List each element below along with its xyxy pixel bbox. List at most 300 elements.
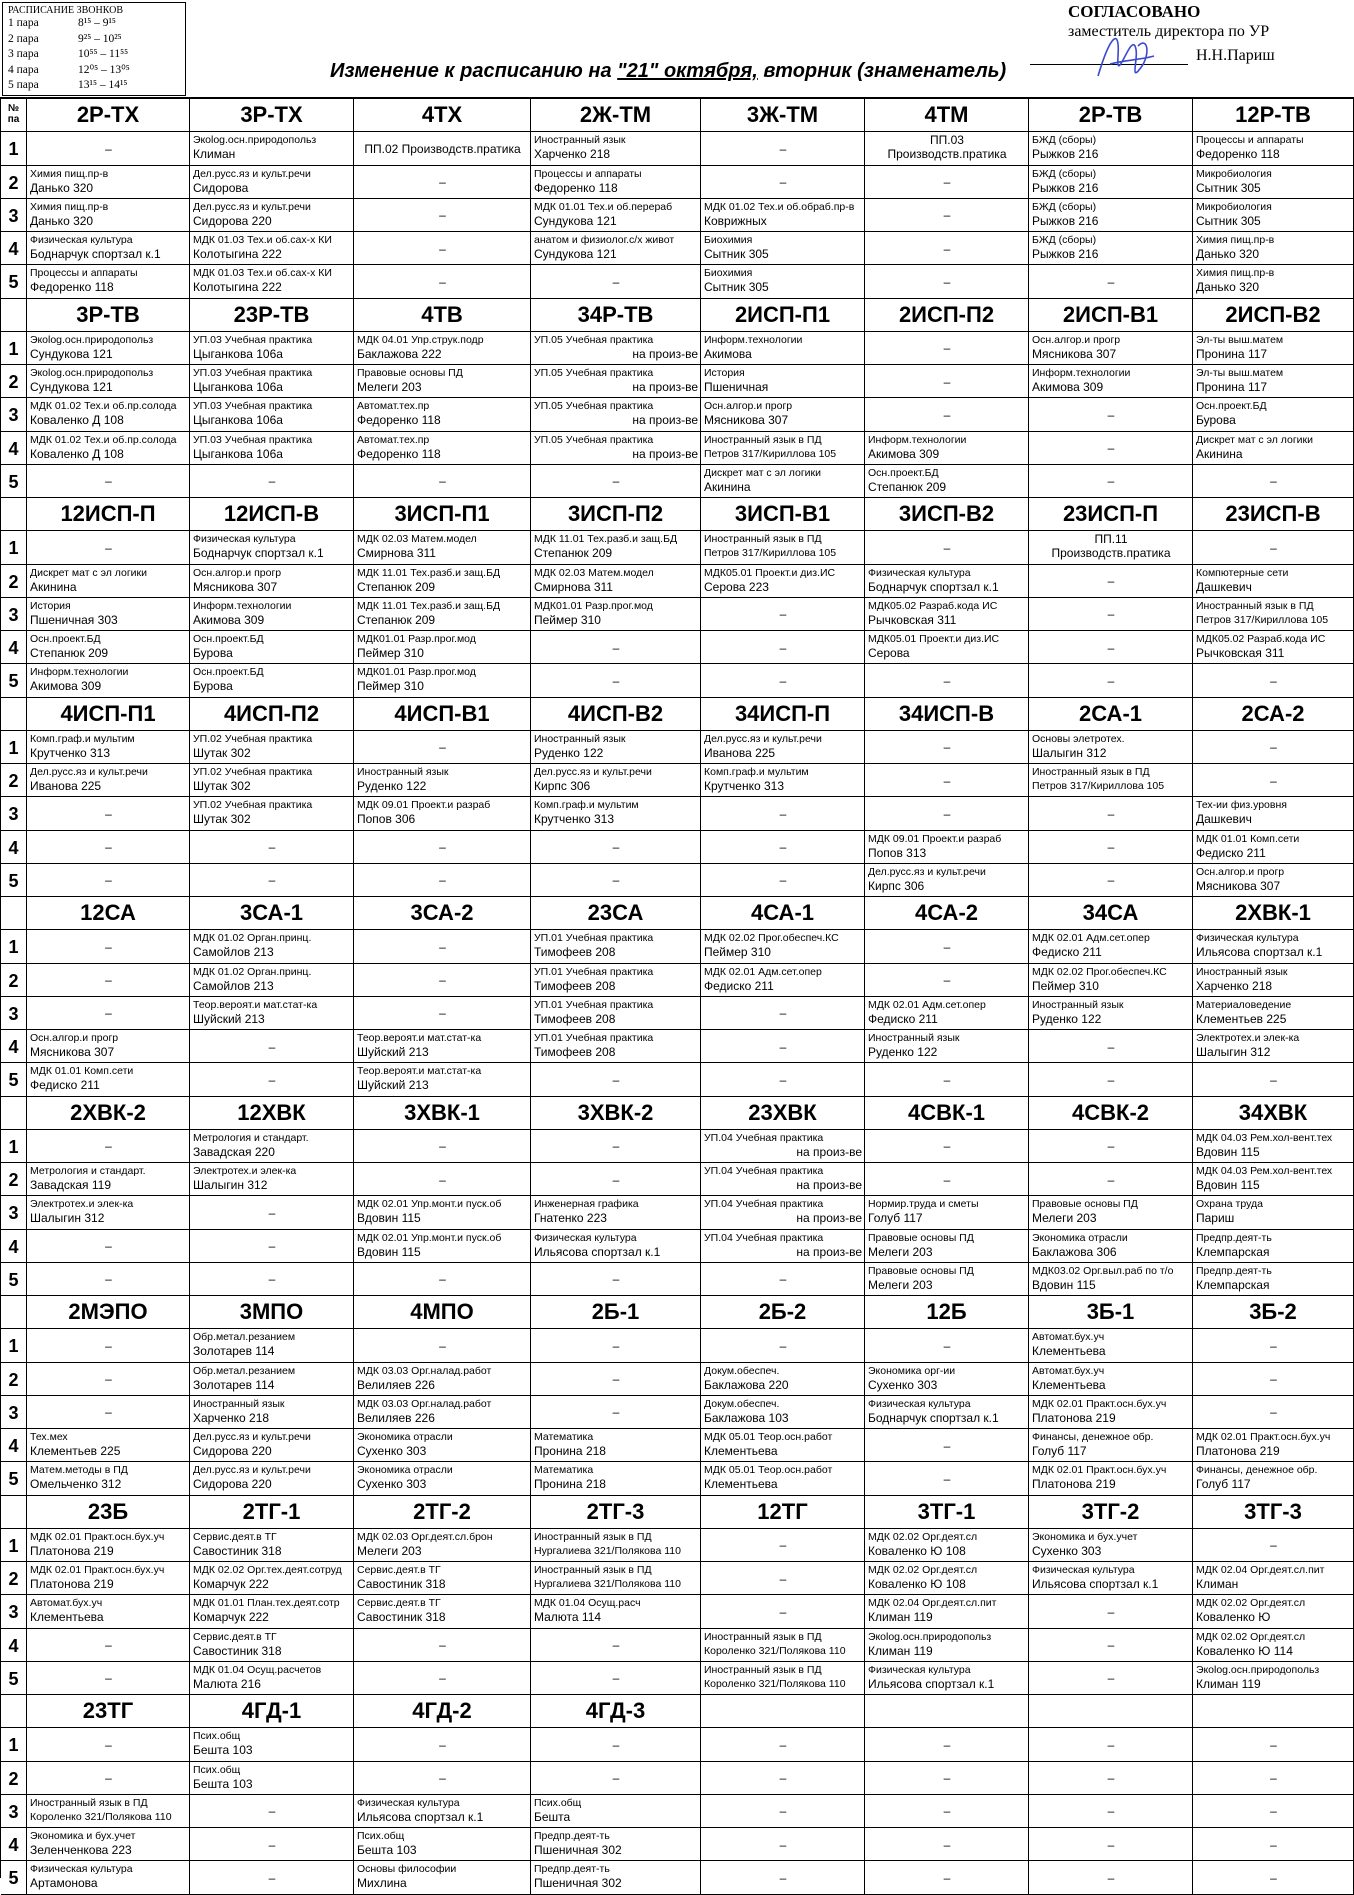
teacher-room: Колотыгина 222 [193,247,282,261]
teacher-room: Сытник 305 [704,247,769,261]
teacher-room: Федиско 211 [704,978,774,993]
group-header: 2ХВК-1 [1193,897,1354,930]
teacher-room: Платонова 219 [30,1543,114,1558]
schedule-cell [531,332,701,366]
schedule-cell [531,432,701,465]
teacher-room: Акинина [704,479,751,494]
schedule-cell [190,1562,354,1595]
subject: Инженерная графика [534,1198,639,1210]
schedule-cell [701,1196,865,1230]
subject: Информ.технологии [868,433,967,446]
schedule-cell [531,1462,701,1496]
teacher-room: Вдовин 115 [1032,1277,1096,1292]
pair-number: 5 [1,465,27,499]
subject: Электротех.и элек-ка [193,1165,297,1177]
teacher-room: Клементьева [704,1477,778,1491]
teacher-room: Сидорова 220 [193,1477,272,1491]
teacher-room: Завадская 220 [193,1144,275,1159]
subject: Охрана труда [1196,1198,1263,1210]
schedule-cell [354,631,531,664]
teacher-room: Петров 317/Кириллова 105 [1032,780,1165,792]
schedule-cell [531,1196,701,1230]
teacher-room: Ильясова спортзал к.1 [1196,945,1323,959]
pair-number: 1 [1,1130,27,1164]
schedule-cell [701,1130,865,1164]
teacher-room: Коваленко Ю 114 [1196,1643,1293,1658]
schedule-cell: – [865,232,1029,265]
subject: Микробиология [1196,167,1272,180]
schedule-cell [1193,232,1354,265]
teacher-room: Акимова 309 [30,679,102,693]
schedule-cell [190,1163,354,1196]
teacher-room: Короленко 321/Полякова 110 [704,1644,846,1657]
schedule-cell [1029,1263,1193,1297]
teacher-room: Кирпс 306 [534,779,591,793]
pair-number: 5 [1,664,27,698]
schedule-cell [531,1595,701,1629]
schedule-cell [701,1363,865,1396]
approval-name: Н.Н.Париш [1196,47,1275,64]
teacher-room: Коваленко Ю 108 [868,1543,966,1558]
schedule-cell [531,731,701,765]
teacher-room: Шалыгин 312 [30,1211,105,1225]
schedule-cell [531,531,701,565]
subject: Обр.метал.резанием [193,1364,296,1377]
teacher-room: Самойлов 213 [193,945,274,959]
teacher-room: Ильясова спортзал к.1 [534,1244,661,1259]
subject: Сервис.деят.в ТГ [357,1564,441,1576]
subject: Иностранный язык в ПД [704,533,822,545]
subject: Предпр.деят-ть [1196,1231,1272,1244]
subject: Осн.алгор.и прогр [704,400,793,412]
subject: УП.01 Учебная практика [534,998,654,1011]
schedule-cell [865,1263,1029,1297]
subject: МДК 01.03 Тех.и об.сах-х КИ [193,267,332,279]
teacher-room: Шутак 302 [193,812,251,826]
pair-number: 3 [1,797,27,831]
teacher-room: Рыжков 216 [1032,247,1099,261]
group-header: 2Р-ТВ [1029,99,1193,132]
teacher-room: Короленко 321/Полякова 110 [30,1810,172,1823]
teacher-room: Сидорова [193,180,249,195]
schedule-cell: – [1193,1396,1354,1430]
pair-number-header [1,1496,27,1529]
teacher-room: Баклажова 103 [704,1410,789,1425]
teacher-room: Ильясова спортзал к.1 [357,1809,484,1824]
group-header: 34ХВК [1193,1097,1354,1130]
group-header: 23ХВК [701,1097,865,1130]
schedule-cell: – [354,199,531,233]
teacher-room: Коваленко Д 108 [30,446,124,461]
schedule-cell [1029,1396,1193,1430]
subject: МДК 02.02 Прог.обеспеч.КС [1032,965,1167,978]
subject: МДК 01.04 Осущ.расчетов [193,1663,322,1676]
teacher-room: Артамонова [30,1876,98,1890]
schedule-cell: – [531,1163,701,1196]
pair-number: 1 [1,132,27,166]
subject: Предпр.деят-ть [1196,1264,1272,1277]
schedule-cell: – [701,598,865,632]
teacher-room: Шалыгин 312 [1032,745,1107,760]
schedule-cell [1029,731,1193,765]
subject: МДК03.02 Орг.выл.раб по т/о [1032,1264,1174,1277]
schedule-cell [190,265,354,299]
schedule-cell [1029,232,1193,265]
group-header: 23ИСП-П [1029,498,1193,531]
schedule-cell: – [1029,1662,1193,1696]
group-header: 3СА-2 [354,897,531,930]
schedule-cell [1193,1263,1354,1297]
subject: Электротех.и элек-ка [30,1198,134,1210]
schedule-cell [190,1363,354,1396]
schedule-cell [701,1230,865,1263]
schedule-cell [1193,1595,1354,1629]
schedule-cell: – [701,1329,865,1363]
subject: Информ.технологии [704,333,803,346]
schedule-cell: – [1029,831,1193,864]
teacher-room: Платонова 219 [30,1577,114,1591]
group-header: 2Р-ТХ [27,99,190,132]
teacher-room: Коваленко Ю [1196,1610,1271,1624]
subject: Микробиология [1196,200,1272,213]
pair-number: 2 [1,964,27,997]
teacher-room: Харченко 218 [193,1410,270,1425]
pair-number: 3 [1,1595,27,1629]
schedule-cell: – [27,1762,190,1795]
schedule-cell [27,332,190,366]
schedule-cell [354,1795,531,1829]
subject: МДК 01.04 Осущ.расч [534,1597,641,1609]
schedule-cell [701,1396,865,1430]
schedule-cell: – [27,864,190,898]
group-header: 3МПО [190,1296,354,1329]
schedule-cell [701,332,865,366]
subject: Осн.проект.БД [193,666,264,678]
teacher-room: Пеймер 310 [704,945,771,959]
subject: УП.03 Учебная практика [193,400,313,412]
subject: Сервис.деят.в ТГ [193,1630,277,1643]
schedule-cell [354,664,531,698]
schedule-cell [1193,997,1354,1031]
subject: Финансы, денежное обр. [1032,1431,1154,1443]
teacher-room: Сидорова 220 [193,213,272,228]
teacher-room: Рычковская 311 [868,612,957,627]
subject: Экolog.осн.природопольз [1196,1663,1320,1676]
schedule-cell: – [354,166,531,199]
pair-number-header [1,1097,27,1130]
teacher-room: Пшеничная [704,380,769,394]
schedule-cell [27,232,190,265]
schedule-cell: – [865,964,1029,997]
schedule-cell [865,1595,1029,1629]
subject: Химия пищ.пр-в [1196,267,1275,279]
teacher-room: Производств.пратика [887,147,1007,161]
group-header: 2Б-1 [531,1296,701,1329]
schedule-cell: – [865,365,1029,398]
bell-time: 12⁰⁵ – 13⁰⁵ [78,63,130,76]
schedule-cell [354,1828,531,1861]
schedule-cell [1193,1196,1354,1230]
teacher-room: Федоренко 118 [534,180,618,195]
schedule-cell: – [531,1363,701,1396]
teacher-room: Производств.пратика [1051,546,1171,560]
schedule-cell: – [865,265,1029,299]
subject: МДК 02.02 Орг.тех.деят.сотруд [193,1564,342,1576]
subject: Основы элетротех. [1032,732,1125,745]
group-header: 4ИСП-П2 [190,698,354,731]
subject: МДК05.01 Проект.и диз.ИС [868,633,1000,645]
subject: Информ.технологии [1032,367,1131,379]
schedule-cell [190,398,354,432]
schedule-cell: – [1193,1861,1354,1895]
schedule-cell: – [701,1063,865,1097]
subject: МДК 02.02 Прог.обеспеч.КС [704,932,839,944]
schedule-cell: – [27,1728,190,1762]
schedule-cell [701,1462,865,1496]
schedule-cell: – [865,664,1029,698]
subject: УП.05 Учебная практика [534,433,654,446]
group-header [865,1695,1029,1728]
subject: Иностранный язык в ПД [1196,599,1314,612]
schedule-cell [865,1030,1029,1063]
schedule-cell [27,1462,190,1496]
schedule-cell [354,1230,531,1263]
schedule-cell: – [354,1728,531,1762]
pair-number: 4 [1,1429,27,1462]
schedule-cell: – [27,997,190,1031]
subject: Псих.общ [193,1730,241,1742]
schedule-cell [27,764,190,797]
schedule-cell: – [701,1030,865,1063]
subject: Информ.технологии [193,599,292,612]
schedule-cell [1029,1562,1193,1595]
teacher-room: на произ-ве [796,1211,862,1225]
schedule-cell: – [1029,265,1193,299]
subject: Электротех.и элек-ка [1196,1032,1300,1044]
schedule-cell: – [531,1728,701,1762]
subject: Автомат.тех.пр [357,400,430,412]
pair-number: 4 [1,432,27,465]
subject: Математика [534,1464,594,1476]
subject: УП.01 Учебная практика [534,1032,654,1044]
subject: Теор.вероят.и мат.стат-ка [357,1065,482,1077]
subject: Физическая культура [868,1663,971,1676]
teacher-room: Бешта 103 [193,1743,253,1757]
subject: Дел.русс.яз и культ.речи [534,766,652,778]
group-header: 2МЭПО [27,1296,190,1329]
subject: Эл-ты выш.матем [1196,367,1284,379]
schedule-cell [701,930,865,964]
subject: Экономика отрасли [357,1431,453,1443]
subject: УП.01 Учебная практика [534,965,654,978]
schedule-cell: – [1193,731,1354,765]
schedule-cell [1029,365,1193,398]
schedule-cell: – [531,664,701,698]
subject: Финансы, денежное обр. [1196,1464,1318,1476]
schedule-cell: – [354,265,531,299]
schedule-cell [531,132,701,166]
teacher-room: Данько 320 [30,213,94,228]
subject: Эл-ты выш.матем [1196,333,1284,346]
group-header: 12ТГ [701,1496,865,1529]
schedule-cell: – [865,930,1029,964]
subject: Дискрет мат с эл логики [30,566,148,579]
schedule-cell [701,1662,865,1696]
schedule-cell [27,1828,190,1861]
teacher-room: Савостиник 318 [193,1543,282,1558]
subject: МДК 05.01 Теор.осн.работ [704,1431,833,1443]
subject: УП.04 Учебная практика [704,1165,824,1177]
schedule-cell [701,1629,865,1662]
subject: УП.05 Учебная практика [534,367,654,379]
subject: Дел.русс.яз и культ.речи [193,1464,311,1476]
subject: Псих.общ [357,1830,405,1842]
schedule-cell [531,797,701,831]
teacher-room: Баклажова 220 [704,1377,789,1392]
schedule-cell: – [865,797,1029,831]
teacher-room: Тимофеев 208 [534,1045,616,1059]
teacher-room: Париш [1196,1211,1235,1225]
teacher-room: Клементьева [1032,1377,1106,1392]
pair-number: 1 [1,731,27,765]
subject: МДК 02.01 Упр.монт.и пуск.об [357,1231,502,1244]
teacher-room: Сухенко 303 [868,1377,938,1392]
subject: УП.02 Учебная практика [193,766,313,778]
schedule-cell: – [1029,1595,1193,1629]
schedule-cell: – [354,1629,531,1662]
teacher-room: Данько 320 [30,180,94,195]
schedule-cell [701,964,865,997]
teacher-room: Шуйский 213 [193,1011,265,1026]
schedule-cell [27,432,190,465]
schedule-cell [190,1529,354,1563]
schedule-cell [190,1329,354,1363]
bell-pair: 4 пара [8,63,39,76]
teacher-room: на произ-ве [796,1144,862,1159]
schedule-cell [190,664,354,698]
schedule-cell: – [354,731,531,765]
group-header: 34Р-ТВ [531,299,701,332]
subject: МДК 01.01 Тех.и об.перераб [534,200,673,213]
schedule-cell: – [1193,664,1354,698]
schedule-cell [354,398,531,432]
schedule-cell [1193,1462,1354,1496]
schedule-cell [1029,132,1193,166]
schedule-cell: ПП.02 Производств.пратика [354,132,531,166]
teacher-room: Шуйский 213 [357,1045,429,1059]
subject: МДК 02.02 Орг.деят.сл [868,1530,978,1543]
schedule-cell: – [701,631,865,664]
subject: МДК 02.03 Матем.модел [357,533,477,545]
teacher-room: Цыганкова 106а [193,346,283,361]
teacher-room: Колотыгина 222 [193,280,282,294]
bell-pair: 3 пара [8,48,39,60]
subject: Физическая культура [30,1863,133,1875]
schedule-cell: – [1193,1728,1354,1762]
schedule-cell: – [531,1263,701,1297]
teacher-room: Боднарчук спортзал к.1 [868,1410,999,1425]
subject: Комп.граф.и мультим [30,732,135,745]
schedule-cell: – [1029,1130,1193,1164]
subject: Дел.русс.яз и культ.речи [868,865,986,878]
schedule-cell: – [865,531,1029,565]
schedule-cell [27,1163,190,1196]
bell-time: 8¹⁵ – 9¹⁵ [78,17,116,29]
subject: Процессы и аппараты [30,267,138,279]
teacher-room: Клементьева [1032,1344,1106,1358]
bell-schedule-title: РАСПИСАНИЕ ЗВОНКОВ [8,5,123,16]
subject: Экономика и бух.учет [30,1830,136,1842]
subject: Физическая культура [868,566,971,579]
schedule-cell: – [701,664,865,698]
schedule-cell: – [865,1329,1029,1363]
schedule-cell: – [1029,1163,1193,1196]
schedule-cell [27,1429,190,1462]
teacher-room: Боднарчук спортзал к.1 [30,247,161,261]
schedule-cell: – [701,1562,865,1595]
schedule-cell [531,365,701,398]
teacher-room: Бурова [193,646,233,660]
schedule-cell [354,332,531,366]
group-header: 23СА [531,897,701,930]
schedule-cell [354,797,531,831]
schedule-cell: – [865,1063,1029,1097]
teacher-room: Дашкевич [1196,579,1252,594]
schedule-cell [701,365,865,398]
schedule-cell [1029,1429,1193,1462]
schedule-cell [701,432,865,465]
schedule-cell [1193,1130,1354,1164]
group-header: 3Р-ТВ [27,299,190,332]
schedule-cell [1193,265,1354,299]
group-header: 4ИСП-В2 [531,698,701,731]
schedule-cell [1193,332,1354,366]
schedule-cell: – [190,1063,354,1097]
teacher-room: Тимофеев 208 [534,945,616,959]
schedule-cell [1193,398,1354,432]
schedule-cell [1029,1196,1193,1230]
subject: Математика [534,1431,594,1443]
subject: Тех.мех [30,1431,68,1443]
subject: Правовые основы ПД [868,1264,974,1277]
teacher-room: Тимофеев 208 [534,1011,616,1026]
schedule-cell [865,1662,1029,1696]
teacher-room: Климан 119 [1196,1676,1261,1691]
pair-number: 3 [1,1396,27,1430]
schedule-cell: – [1193,1762,1354,1795]
schedule-cell: – [865,1163,1029,1196]
subject: Автомат.бух.уч [1032,1364,1105,1377]
subject: Докум.обеспеч. [704,1364,780,1377]
group-header [1029,1695,1193,1728]
subject: МДК 02.02 Орг.деят.сл [868,1564,978,1576]
group-header: 4ГД-3 [531,1695,701,1728]
subject: Матем.методы в ПД [30,1464,128,1476]
subject: Дел.русс.яз и культ.речи [193,167,311,180]
pair-number-header: № па [1,99,27,132]
bell-row [8,32,180,48]
schedule-cell [531,166,701,199]
schedule-cell: – [701,1828,865,1861]
schedule-cell [27,565,190,598]
schedule-cell [1029,166,1193,199]
subject: Иностранный язык в ПД [30,1796,148,1809]
schedule-cell: – [531,265,701,299]
schedule-cell: – [354,1130,531,1164]
schedule-cell [1029,764,1193,797]
group-header: 34ИСП-П [701,698,865,731]
subject: УП.04 Учебная практика [704,1198,824,1210]
